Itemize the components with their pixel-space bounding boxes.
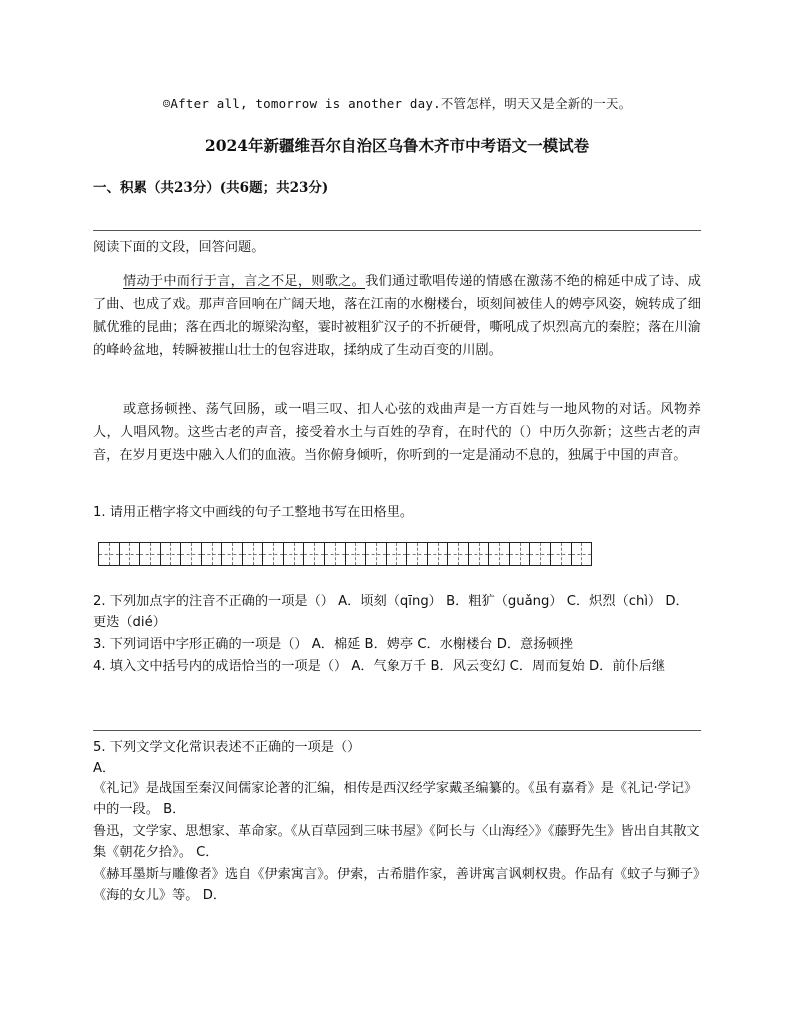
grid-cell[interactable] (99, 543, 120, 565)
grid-cell[interactable] (407, 543, 428, 565)
grid-cell[interactable] (530, 543, 551, 565)
grid-cell[interactable] (551, 543, 572, 565)
question-4: 4. 填入文中括号内的成语恰当的一项是（） A．气象万千 B．风云变幻 C．周而复始 D．前仆后继 (93, 659, 666, 674)
question-3: 3. 下列词语中字形正确的一项是（） A．棉延 B．娉亭 C．水榭楼台 D．意扬顿挫 (93, 637, 573, 652)
passage-paragraph-1 (93, 270, 701, 362)
paragraph-1-text: 我们通过歌唱传递的情感在激荡不绝的棉延中成了诗、成了曲、也成了戏。那声音回响在广阔天地，落在江南的水榭楼台，顷刻间被佳人的娉亭风姿，婉转成了细腻优雅的昆曲；落在西北的塬梁沟壑，霎时被粗犷汉子的不折硬骨，嘶吼成了炽烈高亢的秦腔；落在川渝的峰岭盆地，转瞬被摧山壮士的包容进取，揉纳成了生动百变的川剧。 (93, 274, 701, 358)
question-5-option-b: 鲁迅，文学家、思想家、革命家。《从百草园到三味书屋》《阿长与〈山海经〉》《藤野先生》皆出自其散文集《朝花夕拾》。 C． (93, 824, 700, 860)
grid-cell[interactable] (120, 543, 141, 565)
grid-cell[interactable] (243, 543, 264, 565)
grid-cell[interactable] (222, 543, 243, 565)
question-5: 5. 下列文学文化常识表述不正确的一项是（） (93, 740, 361, 755)
writing-grid[interactable] (98, 542, 592, 566)
question-5-option-c: 《赫耳墨斯与雕像者》选自《伊索寓言》。伊索，古希腊作家，善讲寓言讽刺权贵。作品有《蚊子与狮子》《海的女儿》等。 D． (93, 867, 700, 903)
grid-cell[interactable] (284, 543, 305, 565)
grid-cell[interactable] (161, 543, 182, 565)
grid-cell[interactable] (448, 543, 469, 565)
question-2: 2. 下列加点字的注音不正确的一项是（） A．顷刻（qīng） B．粗犷（guǎng） C．炽烈（chì） D．更迭（dié） (93, 594, 689, 630)
question-5-option-a: 《礼记》是战国至秦汉间儒家论著的汇编，相传是西汉经学家戴圣编纂的。《虽有嘉肴》是《礼记·学记》中的一段。 B． (93, 781, 698, 817)
question-5-option-a-label: A． (93, 761, 116, 776)
passage-paragraph-2: 或意扬顿挫、荡气回肠，或一唱三叹、扣人心弦的戏曲声是一方百姓与一地风物的对话。风物养人，人唱风物。这些古老的声音，接受着水土与百姓的孕育，在时代的（）中历久弥新；这些古老的声音，在岁月更迭中融入人们的血液。当你俯身倾听，你听到的一定是涌动不息的，独属于中国的声音。 (93, 402, 701, 463)
grid-cell[interactable] (346, 543, 367, 565)
grid-cell[interactable] (325, 543, 346, 565)
grid-cell[interactable] (428, 543, 449, 565)
grid-cell[interactable] (263, 543, 284, 565)
divider-middle (93, 730, 701, 731)
grid-cell[interactable] (181, 543, 202, 565)
grid-cell[interactable] (489, 543, 510, 565)
reading-instruction: 阅读下面的文段，回答问题。 (93, 240, 265, 255)
divider-top (93, 230, 701, 231)
grid-cell[interactable] (387, 543, 408, 565)
underlined-sentence: 情动于中而行于言，言之不足，则歌之。 (123, 274, 366, 289)
section-heading: 一、积累（共23分）(共6题；共23分) (93, 180, 329, 196)
question-1: 1. 请用正楷字将文中画线的句子工整地书写在田格里。 (93, 505, 414, 520)
grid-cell[interactable] (469, 543, 490, 565)
grid-cell[interactable] (140, 543, 161, 565)
grid-cell[interactable] (202, 543, 223, 565)
exam-title: 2024年新疆维吾尔自治区乌鲁木齐市中考语文一模试卷 (204, 136, 590, 155)
grid-cell[interactable] (510, 543, 531, 565)
grid-cell[interactable] (572, 543, 592, 565)
grid-cell[interactable] (304, 543, 325, 565)
motto-line: ☺After all, tomorrow is another day.不管怎样，明天又是全新的一天。 (162, 96, 632, 111)
grid-cell[interactable] (366, 543, 387, 565)
